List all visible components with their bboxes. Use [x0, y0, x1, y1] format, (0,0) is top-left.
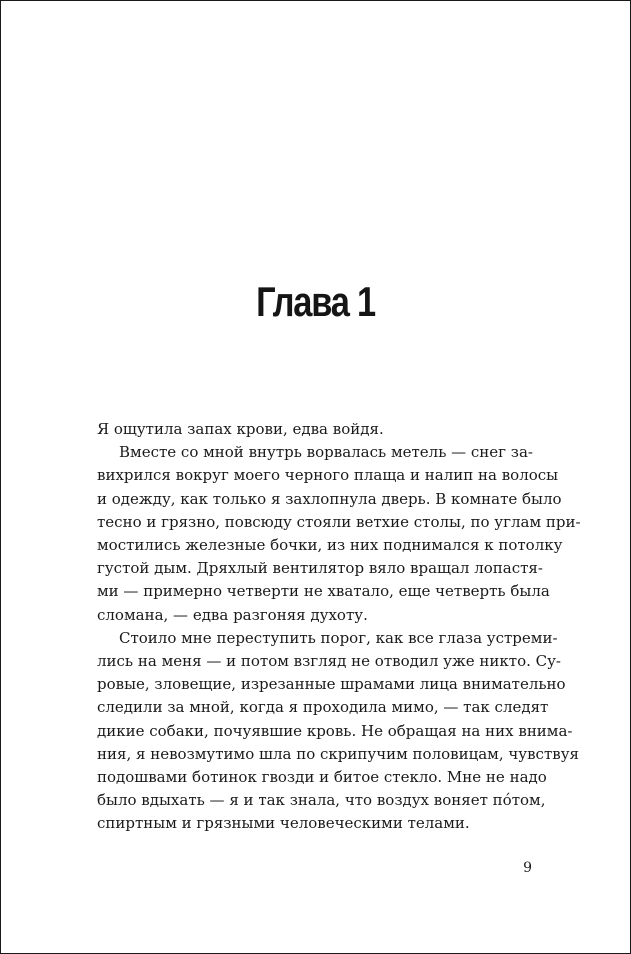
text-line: ми — примерно четверти не хватало, еще четверть была: [97, 582, 550, 601]
text-line: дикие собаки, почуявшие кровь. Не обращая на них внима-: [97, 721, 573, 740]
text-line: подошвами ботинок гвозди и битое стекло. Мне не надо: [97, 768, 547, 787]
chapter-title: Глава 1: [256, 278, 375, 325]
text-line: Я ощутила запах крови, едва войдя.: [97, 420, 384, 438]
text-line: густой дым. Дряхлый вентилятор вяло вращал лопастя-: [97, 559, 543, 578]
paragraph-1: [97, 418, 531, 441]
text-line: спиртным и грязными человеческими телами.: [97, 814, 470, 833]
text-line: ния, я невозмутимо шла по скрипучим половицам, чувствуя: [97, 744, 579, 763]
page-number: 9: [523, 860, 532, 876]
text-line: сломана, — едва разгоняя духоту.: [97, 605, 368, 624]
text-line: следили за мной, когда я проходила мимо, — так следят: [97, 698, 549, 717]
text-line: ровые, зловещие, изрезанные шрамами лица внимательно: [97, 675, 566, 694]
paragraph-3: [97, 627, 579, 836]
text-line: мостились железные бочки, из них поднимался к потолку: [97, 536, 563, 555]
text-line: тесно и грязно, повсюду стояли ветхие столы, по углам при-: [97, 512, 581, 531]
text-line: и одежду, как только я захлопнула дверь. В комнате было: [97, 489, 562, 508]
body-text: [97, 418, 581, 836]
text-line: вихрился вокруг моего черного плаща и налип на волосы: [97, 466, 559, 485]
text-line: было вдыхать — я и так знала, что воздух воняет пóтом,: [97, 791, 546, 810]
text-line: Вместе со мной внутрь ворвалась метель — снег за-: [119, 443, 533, 462]
paragraph-2: [97, 441, 581, 627]
text-line: Стоило мне переступить порог, как все глаза устреми-: [119, 628, 558, 647]
text-line: лись на меня — и потом взгляд не отводил уже никто. Су-: [97, 652, 562, 671]
